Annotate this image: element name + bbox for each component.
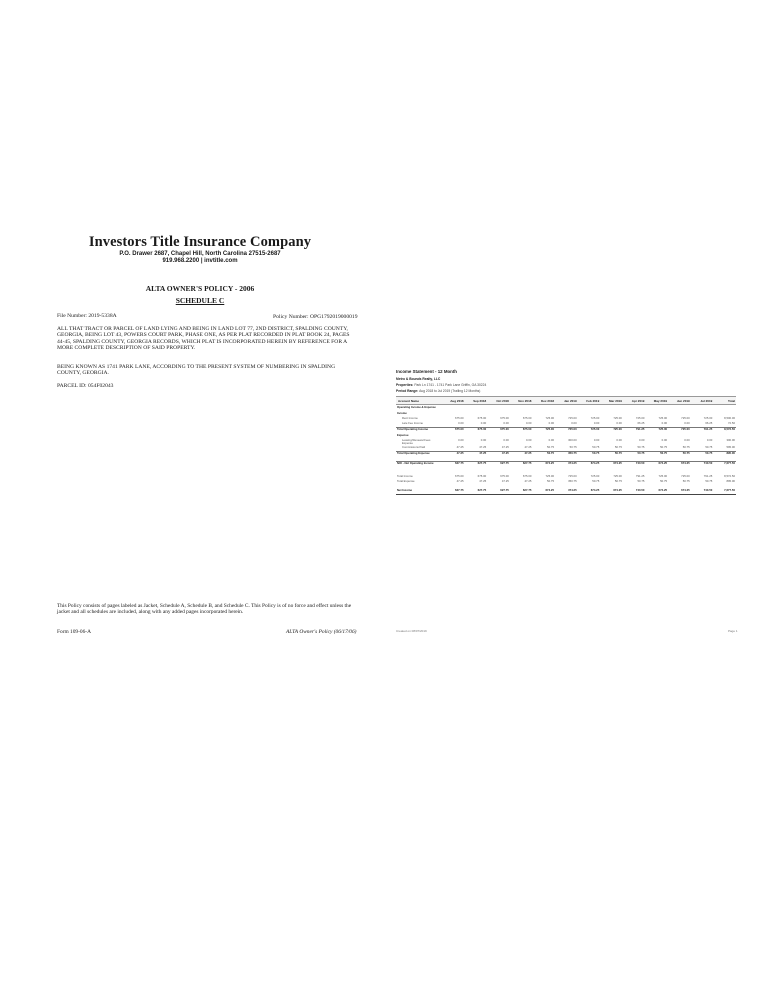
account-name-cell: Net Income bbox=[396, 489, 442, 495]
amount-cell: 627.75 bbox=[442, 461, 465, 467]
amount-cell: 47.25 bbox=[524, 444, 532, 449]
amount-cell: 374.25 bbox=[555, 489, 578, 495]
amount-cell: 72.50 bbox=[728, 421, 735, 425]
table-row bbox=[396, 489, 736, 495]
amount-cell: 50.75 bbox=[645, 451, 668, 457]
amount-cell: 50.75 bbox=[705, 478, 713, 483]
amount-cell: 50.75 bbox=[637, 478, 645, 483]
amount-cell: 8,500.00 bbox=[724, 416, 735, 420]
header-month: Oct 2018 bbox=[487, 397, 510, 405]
amount-cell: 47.25 bbox=[465, 451, 488, 457]
amount-cell: 47.25 bbox=[501, 478, 509, 483]
amount-cell: 674.25 bbox=[668, 489, 691, 495]
amount-cell: 0.00 bbox=[503, 438, 509, 442]
amount-cell: 675.00 bbox=[477, 473, 487, 478]
amount-cell: 791.25 bbox=[623, 428, 646, 434]
amount-cell: 0.00 bbox=[571, 421, 577, 425]
amount-cell: 740.50 bbox=[691, 489, 714, 495]
amount-cell: 47.25 bbox=[501, 444, 509, 449]
amount-cell: 47.25 bbox=[479, 478, 487, 483]
amount-cell: 50.75 bbox=[600, 451, 623, 457]
amount-cell: 627.75 bbox=[465, 461, 488, 467]
amount-cell: 47.25 bbox=[456, 444, 464, 449]
amount-cell: 47.25 bbox=[479, 444, 487, 449]
amount-cell: 675.00 bbox=[500, 473, 509, 478]
amount-cell: 50.75 bbox=[623, 451, 646, 457]
amount-cell: 50.75 bbox=[614, 478, 622, 483]
statement-company bbox=[396, 377, 440, 381]
amount-cell: 47.25 bbox=[456, 478, 464, 483]
amount-cell: 50.75 bbox=[691, 451, 714, 457]
header-month: Jan 2019 bbox=[555, 397, 578, 405]
amount-cell: 0.00 bbox=[706, 438, 713, 442]
section-label: Expense bbox=[397, 433, 409, 437]
amount-cell: 50.75 bbox=[592, 478, 600, 483]
amount-cell: 674.25 bbox=[532, 461, 555, 467]
amount-cell: 50.75 bbox=[547, 478, 555, 483]
amount-cell: 595.00 bbox=[726, 444, 735, 449]
account-name-cell: Late Fee Income bbox=[402, 421, 423, 425]
statement-title: Income Statement - 12 Month bbox=[396, 369, 457, 374]
amount-cell: 350.75 bbox=[568, 478, 577, 483]
header-month: Nov 2018 bbox=[510, 397, 533, 405]
properties-value: Park Ln 1741 - 1741 Park Lane Griffin, GA 30224 bbox=[414, 383, 487, 387]
account-name-cell: Total Expense bbox=[397, 478, 415, 483]
header-month: Total bbox=[713, 397, 736, 405]
amount-cell: 725.00 bbox=[681, 416, 690, 420]
amount-cell: 627.75 bbox=[487, 489, 510, 495]
company-address-line: P.O. Drawer 2687, Chapel Hill, North Carolina 27515-2687 bbox=[119, 251, 281, 257]
amount-cell: 627.75 bbox=[510, 489, 533, 495]
amount-cell: 7,677.50 bbox=[713, 489, 736, 495]
amount-cell: 675.00 bbox=[522, 416, 532, 420]
form-name: ALTA Owner's Policy (06/17/06) bbox=[286, 629, 357, 635]
amount-cell: 895.00 bbox=[713, 451, 736, 457]
property-address-statement: BEING KNOWN AS 1741 PARK LANE, ACCORDING TO THE PRESENT SYSTEM OF NUMBERING IN SPALDING COUNTY, GEORGIA. bbox=[57, 364, 336, 377]
amount-cell: 50.75 bbox=[592, 444, 600, 449]
amount-cell: 47.25 bbox=[510, 451, 533, 457]
page-number: Page 1 bbox=[728, 629, 738, 633]
header-month: Jun 2019 bbox=[668, 397, 691, 405]
amount-cell: 50.75 bbox=[705, 444, 713, 449]
amount-cell: 740.50 bbox=[623, 489, 646, 495]
amount-cell: 50.75 bbox=[578, 451, 601, 457]
amount-cell: 725.00 bbox=[645, 428, 668, 434]
account-name-cell: Commissions Paid bbox=[402, 444, 426, 449]
policy-title: ALTA OWNER'S POLICY - 2006 bbox=[145, 284, 255, 293]
amount-cell: 725.00 bbox=[545, 473, 555, 478]
amount-cell: 725.00 bbox=[590, 416, 600, 420]
amount-cell: 791.25 bbox=[635, 473, 645, 478]
amount-cell: 725.00 bbox=[532, 428, 555, 434]
account-name-cell: Total Income bbox=[397, 473, 413, 478]
amount-cell: 0.00 bbox=[480, 421, 487, 425]
statement-properties bbox=[396, 383, 486, 387]
amount-cell: 50.75 bbox=[637, 444, 645, 449]
amount-cell: 0.00 bbox=[593, 421, 600, 425]
amount-cell: 674.25 bbox=[578, 461, 601, 467]
form-number: Form 109-06-A bbox=[57, 629, 91, 635]
amount-cell: 675.00 bbox=[510, 428, 533, 434]
amount-cell: 0.00 bbox=[661, 438, 668, 442]
amount-cell: 725.00 bbox=[578, 428, 601, 434]
amount-cell: 0.00 bbox=[525, 421, 532, 425]
amount-cell: 675.00 bbox=[455, 416, 464, 420]
amount-cell: 0.00 bbox=[525, 438, 532, 442]
amount-cell: 50.75 bbox=[682, 478, 690, 483]
amount-cell: 674.25 bbox=[600, 461, 623, 467]
amount-cell: 50.75 bbox=[547, 444, 555, 449]
amount-cell: 47.25 bbox=[487, 451, 510, 457]
amount-cell: 47.25 bbox=[442, 451, 465, 457]
amount-cell: 50.75 bbox=[668, 451, 691, 457]
company-label: Metro & Bounds Realty, LLC bbox=[396, 377, 441, 381]
amount-cell: 674.25 bbox=[600, 489, 623, 495]
amount-cell: 627.75 bbox=[465, 489, 488, 495]
period-label: Period Range: bbox=[396, 389, 419, 393]
account-name-cell: NOI - Net Operating Income bbox=[396, 461, 442, 467]
amount-cell: 0.00 bbox=[480, 438, 487, 442]
amount-cell: 725.00 bbox=[568, 473, 577, 478]
account-name-cell: Total Operating Expense bbox=[396, 451, 442, 457]
header-month: Aug 2018 bbox=[442, 397, 465, 405]
amount-cell: 675.00 bbox=[455, 473, 464, 478]
amount-cell: 0.00 bbox=[503, 421, 509, 425]
account-name-cell: Leasing/Renewal Fees Expense bbox=[402, 438, 431, 446]
amount-cell: 895.00 bbox=[726, 478, 735, 483]
amount-cell: 0.00 bbox=[684, 438, 690, 442]
amount-cell: 791.25 bbox=[703, 473, 713, 478]
amount-cell: 725.00 bbox=[613, 473, 622, 478]
amount-cell: 300.00 bbox=[568, 438, 577, 442]
section-label: Income bbox=[397, 411, 407, 415]
amount-cell: 50.75 bbox=[532, 451, 555, 457]
amount-cell: 725.00 bbox=[703, 416, 713, 420]
amount-cell: 674.25 bbox=[668, 461, 691, 467]
amount-cell: 674.25 bbox=[532, 489, 555, 495]
header-month: Jul 2019 bbox=[691, 397, 714, 405]
amount-cell: 0.00 bbox=[639, 438, 645, 442]
account-name-cell: Rent Income bbox=[402, 416, 418, 420]
account-name-cell: Total Operating Income bbox=[396, 428, 442, 434]
amount-cell: 675.00 bbox=[487, 428, 510, 434]
amount-cell: 627.75 bbox=[442, 489, 465, 495]
header-month: Dec 2018 bbox=[532, 397, 555, 405]
table-header-row bbox=[396, 397, 736, 405]
amount-cell: 50.75 bbox=[682, 444, 690, 449]
amount-cell: 0.00 bbox=[616, 438, 622, 442]
amount-cell: 66.25 bbox=[705, 421, 713, 425]
company-address bbox=[30, 251, 370, 265]
amount-cell: 0.00 bbox=[616, 421, 622, 425]
amount-cell: 725.00 bbox=[635, 416, 645, 420]
amount-cell: 300.00 bbox=[726, 438, 735, 442]
amount-cell: 50.75 bbox=[660, 478, 668, 483]
amount-cell: 674.25 bbox=[578, 489, 601, 495]
amount-cell: 0.00 bbox=[661, 421, 668, 425]
amount-cell: 725.00 bbox=[613, 416, 622, 420]
section-label: Operating Income & Expense bbox=[397, 405, 436, 409]
parcel-id: PARCEL ID: 054F02043 bbox=[57, 383, 114, 389]
amount-cell: 7,677.50 bbox=[713, 461, 736, 467]
amount-cell: 725.00 bbox=[600, 428, 623, 434]
amount-cell: 50.75 bbox=[569, 444, 577, 449]
header-month: Apr 2019 bbox=[623, 397, 646, 405]
amount-cell: 50.75 bbox=[614, 444, 622, 449]
amount-cell: 0.00 bbox=[548, 421, 555, 425]
company-name: Investors Title Insurance Company bbox=[88, 234, 312, 250]
amount-cell: 675.00 bbox=[465, 428, 488, 434]
policy-number: Policy Number: OPG1792019000019 bbox=[273, 314, 358, 320]
amount-cell: 0.00 bbox=[458, 438, 464, 442]
amount-cell: 675.00 bbox=[500, 416, 509, 420]
amount-cell: 674.25 bbox=[645, 461, 668, 467]
amount-cell: 0.00 bbox=[593, 438, 600, 442]
schedule-heading: SCHEDULE C bbox=[175, 296, 225, 305]
header-month: Mar 2019 bbox=[600, 397, 623, 405]
amount-cell: 8,572.50 bbox=[713, 428, 736, 434]
amount-cell: 725.00 bbox=[668, 428, 691, 434]
period-value: Aug 2018 to Jul 2019 (Trailing 12 Months) bbox=[419, 389, 481, 393]
amount-cell: 740.50 bbox=[623, 461, 646, 467]
amount-cell: 627.75 bbox=[487, 461, 510, 467]
income-statement-table bbox=[396, 396, 736, 495]
header-month: Feb 2019 bbox=[578, 397, 601, 405]
amount-cell: 725.00 bbox=[658, 416, 668, 420]
amount-cell: 50.75 bbox=[660, 444, 668, 449]
amount-cell: 674.25 bbox=[645, 489, 668, 495]
amount-cell: 66.25 bbox=[637, 421, 645, 425]
legal-description: ALL THAT TRACT OR PARCEL OF LAND LYING AND BEING IN LAND LOT 77, 2ND DISTRICT, SPALDING COUNTY, GEORGIA, BEING LOT 43, POWERS COURT PARK, PHASE ONE, AS PER PLAT RECORDED IN PLAT BOOK 24, PAGES 44-45, SPALDING COUNTY, GEORGIA RECORDS, WHICH PLAT IS INCORPORATED HEREIN BY REFERENCE FOR A MORE COMPLETE DESCRIPTION OF SAID PROPERTY. bbox=[57, 326, 350, 351]
amount-cell: 791.25 bbox=[691, 428, 714, 434]
income-statement-page bbox=[396, 0, 746, 1000]
amount-cell: 725.00 bbox=[658, 473, 668, 478]
amount-cell: 725.00 bbox=[681, 473, 690, 478]
amount-cell: 740.50 bbox=[691, 461, 714, 467]
amount-cell: 675.00 bbox=[477, 416, 487, 420]
amount-cell: 725.00 bbox=[568, 416, 577, 420]
policy-footer-note: This Policy consists of pages labeled as Jacket, Schedule A, Schedule B, and Schedule C. This Policy is of no force and effect unless the jacket and all schedules are included, along with any added pages incorporated herein. bbox=[57, 603, 352, 616]
amount-cell: 0.00 bbox=[458, 421, 464, 425]
header-month: Sep 2018 bbox=[465, 397, 488, 405]
header-month: May 2019 bbox=[645, 397, 668, 405]
created-date: Created on 08/07/2019 bbox=[396, 629, 427, 633]
amount-cell: 374.25 bbox=[555, 461, 578, 467]
company-contact-line: 919.968.2200 | invtitle.com bbox=[162, 258, 238, 264]
amount-cell: 725.00 bbox=[590, 473, 600, 478]
amount-cell: 725.00 bbox=[555, 428, 578, 434]
amount-cell: 0.00 bbox=[548, 438, 555, 442]
file-number: File Number: 2019-5338A bbox=[57, 313, 117, 319]
header-account-name: Account Name bbox=[396, 397, 442, 405]
amount-cell: 675.00 bbox=[522, 473, 532, 478]
amount-cell: 725.00 bbox=[545, 416, 555, 420]
amount-cell: 350.75 bbox=[555, 451, 578, 457]
amount-cell: 627.75 bbox=[510, 461, 533, 467]
properties-label: Properties: bbox=[396, 383, 414, 387]
statement-period bbox=[396, 389, 480, 393]
amount-cell: 675.00 bbox=[442, 428, 465, 434]
amount-cell: 0.00 bbox=[684, 421, 690, 425]
amount-cell: 47.25 bbox=[524, 478, 532, 483]
amount-cell: 8,572.50 bbox=[724, 473, 735, 478]
